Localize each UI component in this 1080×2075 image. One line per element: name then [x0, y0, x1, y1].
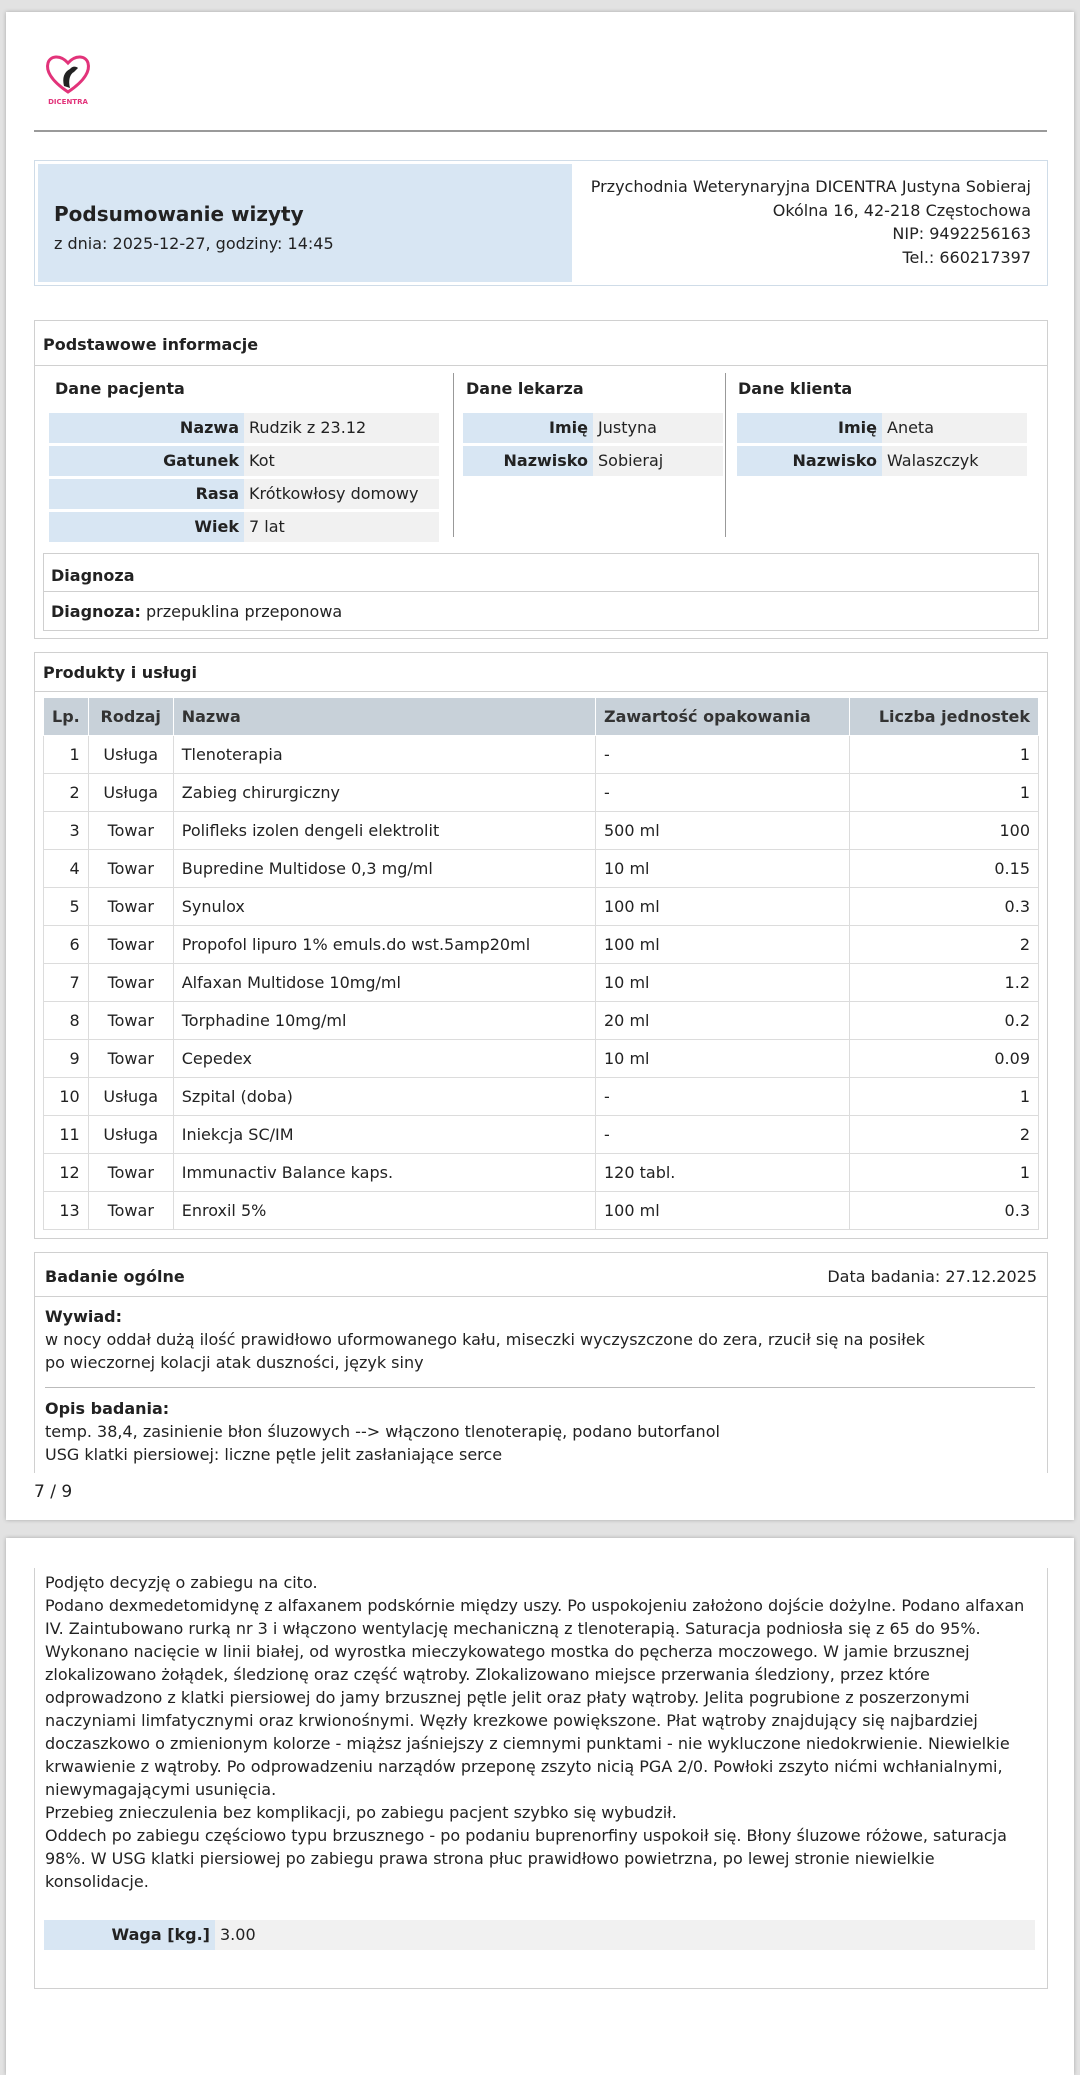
table-row [44, 964, 1039, 1002]
clinic-nip: NIP: 9492256163 [892, 224, 1031, 243]
cell-liczba: 1 [850, 736, 1039, 774]
heart-pet-logo-icon [40, 48, 96, 110]
top-divider [34, 130, 1047, 132]
text-line: doczaszkowo o zmienionym kolorze - miąższ jaśniejszy z ciemnymi punktami - nie wykluczone niedokrwienie. Niewielkie [45, 1734, 1010, 1753]
cell-lp: 3 [44, 812, 89, 850]
table-row [44, 1040, 1039, 1078]
table-row [44, 1116, 1039, 1154]
text-line: Podjęto decyzję o zabiegu na cito. [45, 1573, 318, 1592]
cell-liczba: 1 [850, 774, 1039, 812]
exam-description-label: Opis badania: [45, 1399, 170, 1418]
info-key: Nazwisko [737, 446, 882, 476]
cell-liczba: 2 [850, 1116, 1039, 1154]
info-key: Gatunek [49, 446, 244, 476]
clinic-phone: Tel.: 660217397 [902, 247, 1031, 267]
cell-nazwa: Synulox [173, 888, 595, 926]
cell-rodzaj: Towar [88, 1040, 173, 1078]
cell-liczba: 2 [850, 926, 1039, 964]
info-value: Krótkowłosy domowy [244, 479, 439, 509]
table-row [44, 850, 1039, 888]
cell-rodzaj: Towar [88, 1002, 173, 1040]
cell-nazwa: Tlenoterapia [173, 736, 595, 774]
info-row [49, 446, 439, 476]
table-row [44, 926, 1039, 964]
cell-lp: 5 [44, 888, 89, 926]
text-line: Przebieg znieczulenia bez komplikacji, po zabiegu pacjent szybko się wybudził. [45, 1803, 677, 1822]
diagnosis-title: Diagnoza [51, 566, 135, 585]
client-data-table [737, 413, 1027, 479]
interview-label: Wywiad: [45, 1307, 122, 1326]
col-rodzaj: Rodzaj [88, 698, 173, 736]
text-line: USG klatki piersiowej: liczne pętle jelit zasłaniające serce [45, 1445, 503, 1464]
cell-lp: 4 [44, 850, 89, 888]
text-line: 98%. W USG klatki piersiowej po zabiegu prawa strona płuc prawidłowo powietrzna, po lewej stronie niewielkie [45, 1849, 935, 1868]
cell-lp: 1 [44, 736, 89, 774]
cell-liczba: 1 [850, 1154, 1039, 1192]
clinic-address: Okólna 16, 42-218 Częstochowa [772, 200, 1031, 220]
basic-info-section [34, 320, 1048, 639]
info-value: 7 lat [244, 512, 439, 542]
weight-value: 3.00 [215, 1920, 1035, 1950]
info-key: Rasa [49, 479, 244, 509]
doctor-data-title: Dane lekarza [466, 379, 584, 398]
info-row [737, 413, 1027, 443]
exam-description-continued-text [45, 1571, 1041, 1893]
cell-liczba: 0.2 [850, 1002, 1039, 1040]
table-row [44, 888, 1039, 926]
cell-lp: 8 [44, 1002, 89, 1040]
cell-zawartosc: 100 ml [596, 1192, 850, 1230]
cell-nazwa: Zabieg chirurgiczny [173, 774, 595, 812]
text-line: niewymagającymi usunięcia. [45, 1780, 277, 1799]
col-liczba: Liczba jednostek [850, 698, 1039, 736]
text-line: w nocy oddał dużą ilość prawidłowo uformowanego kału, miseczki wyczyszczone do zera, rzucił się na posiłek [45, 1330, 925, 1349]
text-line: Podano dexmedetomidynę z alfaxanem podskórnie między uszy. Po uspokojeniu założono dojście dożylne. Podano alfaxan [45, 1596, 1025, 1615]
text-line: naczyniami limfatycznymi oraz krwionośnymi. Węzły krezkowe powiększone. Płat wątroby znajdujący się najbardziej [45, 1711, 978, 1730]
cell-zawartosc: - [596, 774, 850, 812]
cell-rodzaj: Towar [88, 850, 173, 888]
cell-liczba: 0.15 [850, 850, 1039, 888]
cell-rodzaj: Usługa [88, 774, 173, 812]
col-nazwa: Nazwa [173, 698, 595, 736]
info-key: Nazwa [49, 413, 244, 443]
cell-rodzaj: Towar [88, 926, 173, 964]
cell-rodzaj: Towar [88, 964, 173, 1002]
cell-lp: 10 [44, 1078, 89, 1116]
info-row [737, 446, 1027, 476]
weight-label: Waga [kg.] [44, 1920, 215, 1950]
text-line: odprowadzono z klatki piersiowej do jamy brzusznej pętle jelit oraz płaty wątroby. Jelita pogrubione z poszerzonymi [45, 1688, 970, 1707]
cell-zawartosc: - [596, 1078, 850, 1116]
info-row [49, 413, 439, 443]
exam-description-text [45, 1420, 1035, 1466]
cell-zawartosc: 100 ml [596, 926, 850, 964]
weight-row [44, 1920, 1035, 1950]
products-table-header [44, 698, 1039, 736]
cell-rodzaj: Towar [88, 812, 173, 850]
cell-nazwa: Enroxil 5% [173, 1192, 595, 1230]
document-page-2 [6, 1538, 1074, 2075]
cell-nazwa: Szpital (doba) [173, 1078, 595, 1116]
col-zawartosc: Zawartość opakowania [596, 698, 850, 736]
cell-rodzaj: Towar [88, 888, 173, 926]
cell-zawartosc: 120 tabl. [596, 1154, 850, 1192]
exam-date: Data badania: 27.12.2025 [827, 1267, 1037, 1286]
info-row [49, 479, 439, 509]
products-table [43, 697, 1039, 1230]
cell-liczba: 1 [850, 1078, 1039, 1116]
info-row [463, 446, 723, 476]
info-value: Rudzik z 23.12 [244, 413, 439, 443]
cell-nazwa: Cepedex [173, 1040, 595, 1078]
col-lp: Lp. [44, 698, 89, 736]
cell-nazwa: Iniekcja SC/IM [173, 1116, 595, 1154]
visit-header [34, 160, 1048, 286]
cell-zawartosc: - [596, 1116, 850, 1154]
cell-zawartosc: 500 ml [596, 812, 850, 850]
exam-title: Badanie ogólne [45, 1267, 185, 1286]
info-key: Imię [463, 413, 593, 443]
table-row [44, 774, 1039, 812]
info-row [49, 512, 439, 542]
text-line: Oddech po zabiegu częściowo typu brzusznego - po podaniu buprenorfiny uspokoił się. Błony śluzowe różowe, saturacja [45, 1826, 1007, 1845]
cell-zawartosc: 10 ml [596, 1040, 850, 1078]
cell-lp: 6 [44, 926, 89, 964]
interview-block [45, 1305, 1035, 1374]
cell-nazwa: Bupredine Multidose 0,3 mg/ml [173, 850, 595, 888]
svg-text:DICENTRA: DICENTRA [48, 98, 88, 106]
info-key: Imię [737, 413, 882, 443]
clinic-name: Przychodnia Weterynaryjna DICENTRA Justyna Sobieraj [590, 177, 1031, 196]
info-key: Nazwisko [463, 446, 593, 476]
cell-liczba: 1.2 [850, 964, 1039, 1002]
general-exam-section [34, 1252, 1048, 1473]
text-line: temp. 38,4, zasinienie błon śluzowych --> włączono tlenoterapię, podano butorfanol [45, 1422, 720, 1441]
products-title: Produkty i usługi [43, 663, 197, 682]
diagnosis-box [43, 553, 1039, 631]
table-row [44, 812, 1039, 850]
cell-lp: 13 [44, 1192, 89, 1230]
page-title: Podsumowanie wizyty [54, 202, 304, 226]
cell-zawartosc: 10 ml [596, 850, 850, 888]
cell-zawartosc: 10 ml [596, 964, 850, 1002]
info-value: Sobieraj [593, 446, 723, 476]
cell-nazwa: Immunactiv Balance kaps. [173, 1154, 595, 1192]
text-line: po wieczornej kolacji atak duszności, język siny [45, 1353, 424, 1372]
text-line: krwawienie z wątroby. Po odprowadzeniu narządów przeponę zszyto nicią PGA 2/0. Powłoki zszyto nićmi wchłanialnymi, [45, 1757, 1003, 1776]
client-data-title: Dane klienta [738, 379, 853, 398]
products-section [34, 652, 1048, 1239]
info-value: Justyna [593, 413, 723, 443]
cell-rodzaj: Usługa [88, 736, 173, 774]
info-value: Aneta [882, 413, 1027, 443]
cell-nazwa: Polifleks izolen dengeli elektrolit [173, 812, 595, 850]
interview-text [45, 1328, 1035, 1374]
text-line: konsolidacje. [45, 1872, 149, 1891]
info-value: Walaszczyk [882, 446, 1027, 476]
diagnosis-value: Diagnoza: przepuklina przeponowa [51, 602, 343, 621]
cell-rodzaj: Usługa [88, 1116, 173, 1154]
page-number: 7 / 9 [34, 1482, 73, 1502]
table-row [44, 1154, 1039, 1192]
cell-liczba: 0.3 [850, 888, 1039, 926]
cell-nazwa: Propofol lipuro 1% emuls.do wst.5amp20ml [173, 926, 595, 964]
doctor-data-table [463, 413, 723, 479]
exam-description-block [45, 1397, 1035, 1466]
cell-nazwa: Alfaxan Multidose 10mg/ml [173, 964, 595, 1002]
text-line: Wykonano nacięcie w linii białej, od wyrostka mieczykowatego mostka do pęcherza moczowego. W jamie brzusznej [45, 1642, 970, 1661]
cell-lp: 11 [44, 1116, 89, 1154]
cell-rodzaj: Usługa [88, 1078, 173, 1116]
cell-zawartosc: 20 ml [596, 1002, 850, 1040]
patient-data-title: Dane pacjenta [55, 379, 185, 398]
cell-lp: 7 [44, 964, 89, 1002]
table-row [44, 1078, 1039, 1116]
patient-data [43, 373, 445, 398]
info-key: Wiek [49, 512, 244, 542]
cell-liczba: 100 [850, 812, 1039, 850]
clinic-info [591, 175, 1031, 269]
table-row [44, 1002, 1039, 1040]
visit-date: z dnia: 2025-12-27, godziny: 14:45 [54, 234, 334, 253]
cell-rodzaj: Towar [88, 1192, 173, 1230]
info-value: Kot [244, 446, 439, 476]
clinic-logo [40, 48, 96, 110]
cell-lp: 2 [44, 774, 89, 812]
info-row [463, 413, 723, 443]
visit-header-title-box [38, 164, 572, 282]
basic-info-title: Podstawowe informacje [43, 335, 259, 354]
table-row [44, 1192, 1039, 1230]
cell-rodzaj: Towar [88, 1154, 173, 1192]
cell-lp: 12 [44, 1154, 89, 1192]
text-line: zlokalizowano żołądek, śledzionę oraz część wątroby. Zlokalizowano miejsce przerwania śledziony, przez które [45, 1665, 930, 1684]
document-page-1 [6, 12, 1074, 1520]
cell-zawartosc: 100 ml [596, 888, 850, 926]
cell-liczba: 0.3 [850, 1192, 1039, 1230]
text-line: IV. Zaintubowano rurką nr 3 i włączono wentylację mechaniczną z tlenoterapią. Saturacja podniosła się z 65 do 95%. [45, 1619, 981, 1638]
cell-liczba: 0.09 [850, 1040, 1039, 1078]
cell-zawartosc: - [596, 736, 850, 774]
patient-data-table [49, 413, 439, 545]
cell-lp: 9 [44, 1040, 89, 1078]
cell-nazwa: Torphadine 10mg/ml [173, 1002, 595, 1040]
table-row [44, 736, 1039, 774]
